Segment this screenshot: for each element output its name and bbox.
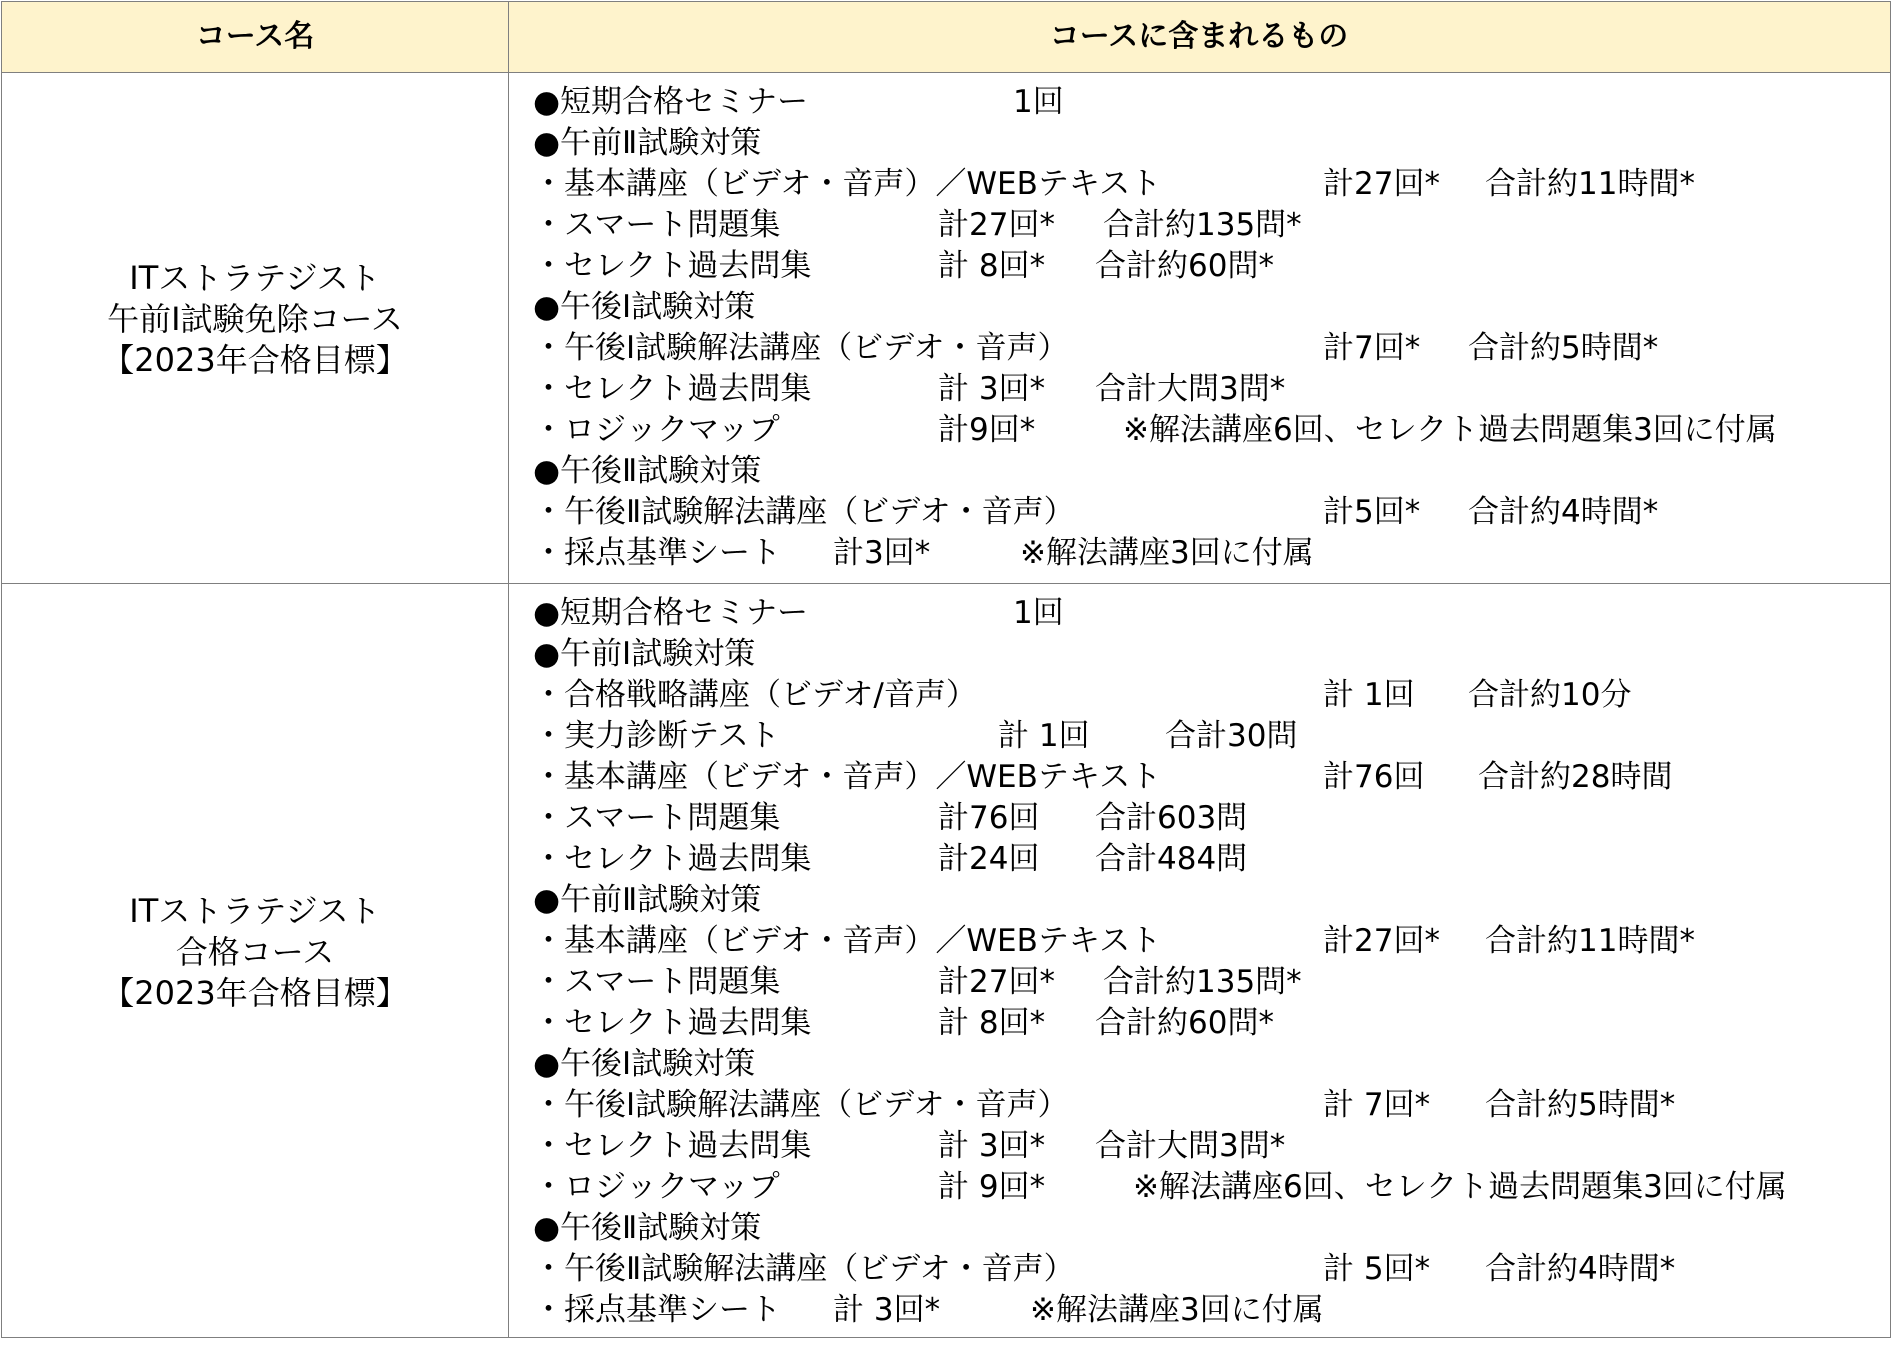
- item-label: ・午後Ⅰ試験解法講座（ビデオ・音声）: [533, 1087, 1069, 1123]
- item-count: 計3回*: [833, 535, 931, 571]
- item-count: 計76回: [1323, 759, 1425, 795]
- item-label: ・午後Ⅰ試験解法講座（ビデオ・音声）: [533, 330, 1069, 366]
- item-total: 合計大問3問*: [1095, 1128, 1286, 1164]
- course-name-cell: [2, 891, 508, 1014]
- item-label: ・スマート問題集: [533, 964, 781, 1000]
- item-total: ※解法講座6回、セレクト過去問題集3回に付属: [1123, 412, 1777, 448]
- item-label: ・午後Ⅱ試験解法講座（ビデオ・音声）: [533, 1251, 1075, 1287]
- item-total: ※解法講座6回、セレクト過去問題集3回に付属: [1133, 1169, 1787, 1205]
- item-total: 合計約60問*: [1095, 248, 1274, 284]
- item-count: 計 3回*: [938, 1128, 1046, 1164]
- item-label: ●短期合格セミナー: [533, 595, 809, 631]
- item-count: 計 7回*: [1323, 1087, 1431, 1123]
- item-label: ・基本講座（ビデオ・音声）／WEBテキスト: [533, 166, 1162, 202]
- item-label: ●午後Ⅱ試験対策: [533, 453, 762, 489]
- item-label: ●午後Ⅰ試験対策: [533, 1046, 756, 1082]
- item-label: ・セレクト過去問集: [533, 248, 812, 284]
- item-count: 計27回*: [938, 207, 1055, 243]
- item-total: 合計約4時間*: [1468, 494, 1659, 530]
- item-total: 合計484問: [1095, 841, 1248, 877]
- item-total: 合計約135問*: [1103, 964, 1302, 1000]
- item-count: 計27回*: [1323, 923, 1440, 959]
- item-label: ●午前Ⅰ試験対策: [533, 636, 756, 672]
- item-total: 合計約135問*: [1103, 207, 1302, 243]
- item-label: ・基本講座（ビデオ・音声）／WEBテキスト: [533, 759, 1162, 795]
- course-name-line: 午前Ⅰ試験免除コース: [107, 300, 403, 338]
- item-total: 合計30問: [1165, 718, 1298, 754]
- item-count: 計27回*: [1323, 166, 1440, 202]
- item-label: ●午前Ⅱ試験対策: [533, 125, 762, 161]
- course-name-line: 【2023年合格目標】: [102, 974, 408, 1012]
- item-count: 計5回*: [1323, 494, 1421, 530]
- item-total: 合計約28時間: [1478, 759, 1673, 795]
- item-label: ●短期合格セミナー: [533, 84, 809, 120]
- course-name-line: 合格コース: [175, 933, 335, 971]
- course-table: [1, 1, 1891, 1338]
- item-label: ●午前Ⅱ試験対策: [533, 882, 762, 918]
- item-count: 計 9回*: [938, 1169, 1046, 1205]
- item-label: ・スマート問題集: [533, 207, 781, 243]
- item-count: 1回: [1013, 595, 1064, 631]
- item-label: ・セレクト過去問集: [533, 841, 812, 877]
- item-label: ・午後Ⅱ試験解法講座（ビデオ・音声）: [533, 494, 1075, 530]
- item-total: 合計約4時間*: [1485, 1251, 1676, 1287]
- item-count: 計 5回*: [1323, 1251, 1431, 1287]
- item-count: 計 1回: [1323, 677, 1415, 713]
- item-count: 計 8回*: [938, 248, 1046, 284]
- item-total: ※解法講座3回に付属: [1020, 535, 1314, 571]
- item-count: 1回: [1013, 84, 1064, 120]
- item-total: 合計約11時間*: [1485, 166, 1695, 202]
- item-label: ・合格戦略講座（ビデオ/音声）: [533, 677, 977, 713]
- item-label: ・セレクト過去問集: [533, 371, 812, 407]
- item-total: 合計約11時間*: [1485, 923, 1695, 959]
- item-total: 合計約60問*: [1095, 1005, 1274, 1041]
- item-label: ・セレクト過去問集: [533, 1005, 812, 1041]
- header-course-contents: コースに含まれるもの: [1049, 19, 1349, 54]
- item-label: ・採点基準シート: [533, 535, 781, 571]
- item-label: ・セレクト過去問集: [533, 1128, 812, 1164]
- column-divider: [508, 2, 509, 1337]
- item-label: ●午後Ⅰ試験対策: [533, 289, 756, 325]
- item-count: 計 3回*: [938, 371, 1046, 407]
- item-label: ・ロジックマップ: [533, 412, 780, 448]
- item-count: 計76回: [938, 800, 1040, 836]
- item-count: 計7回*: [1323, 330, 1421, 366]
- course-name-line: ITストラテジスト: [129, 892, 381, 930]
- row-divider: [2, 583, 1890, 584]
- item-count: 計 1回: [998, 718, 1090, 754]
- item-count: 計9回*: [938, 412, 1036, 448]
- course-name-line: 【2023年合格目標】: [102, 341, 408, 379]
- item-count: 計 3回*: [833, 1292, 941, 1328]
- item-total: 合計約5時間*: [1485, 1087, 1676, 1123]
- item-total: 合計大問3問*: [1095, 371, 1286, 407]
- item-count: 計24回: [938, 841, 1040, 877]
- item-label: ・基本講座（ビデオ・音声）／WEBテキスト: [533, 923, 1162, 959]
- item-count: 計 8回*: [938, 1005, 1046, 1041]
- item-label: ●午後Ⅱ試験対策: [533, 1210, 762, 1246]
- item-label: ・採点基準シート: [533, 1292, 781, 1328]
- item-label: ・スマート問題集: [533, 800, 781, 836]
- item-label: ・ロジックマップ: [533, 1169, 780, 1205]
- item-total: 合計約10分: [1468, 677, 1632, 713]
- item-count: 計27回*: [938, 964, 1055, 1000]
- item-label: ・実力診断テスト: [533, 718, 780, 754]
- item-total: 合計603問: [1095, 800, 1248, 836]
- course-name-line: ITストラテジスト: [129, 259, 381, 297]
- header-course-name: コース名: [195, 19, 315, 54]
- item-total: ※解法講座3回に付属: [1030, 1292, 1324, 1328]
- item-total: 合計約5時間*: [1468, 330, 1659, 366]
- course-name-cell: [2, 258, 508, 381]
